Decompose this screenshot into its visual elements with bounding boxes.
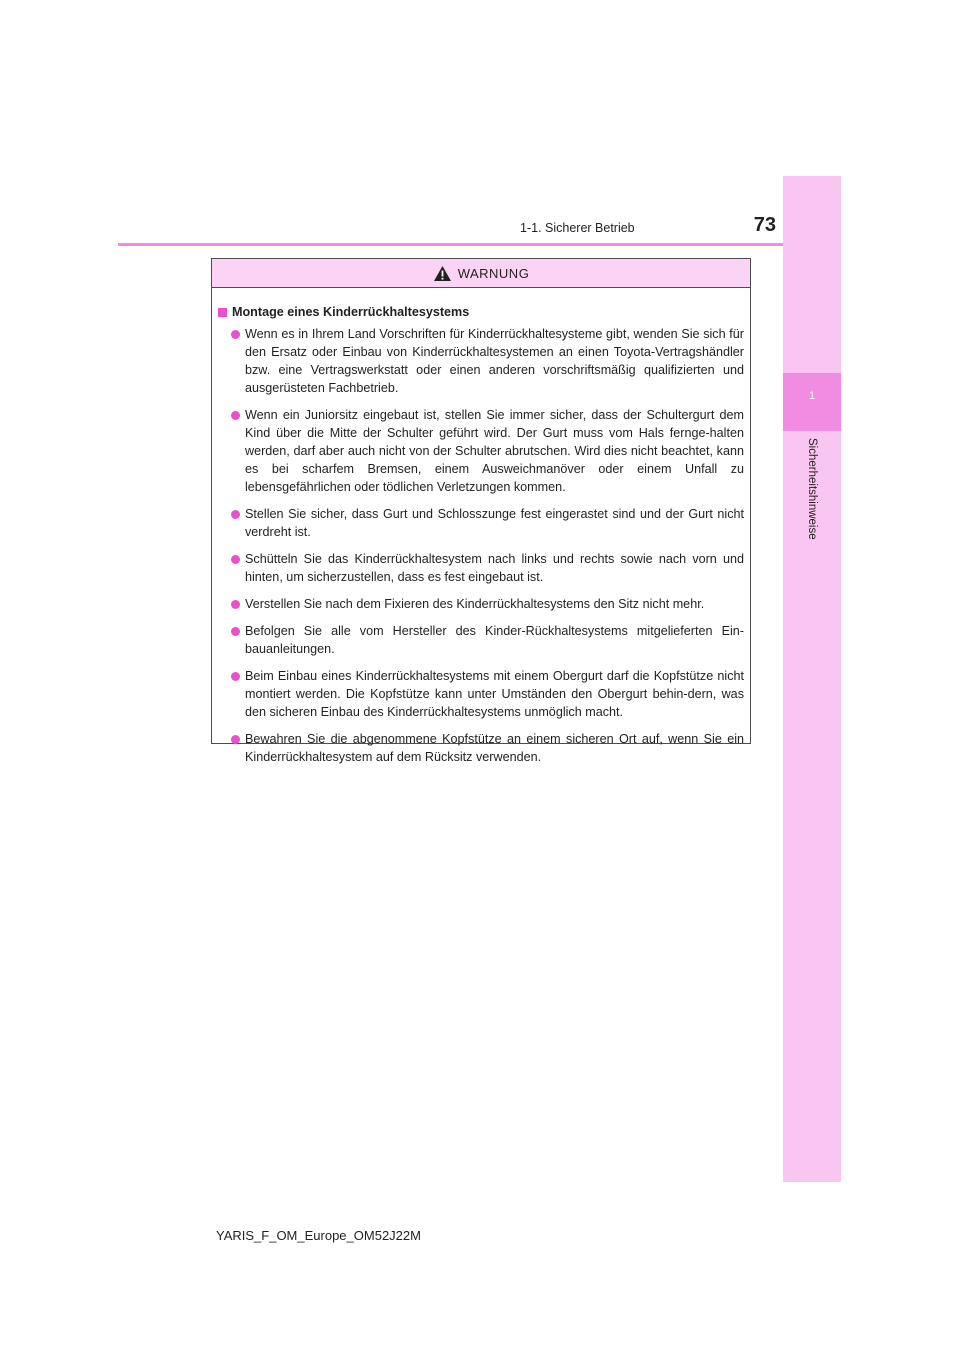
list-item: [218, 550, 744, 586]
list-item-text: Befolgen Sie alle vom Hersteller des Kinder-Rückhaltesystems mitgelieferten Ein-bauanleitungen.: [245, 624, 744, 656]
list-item: [218, 622, 744, 658]
warning-content: [212, 288, 750, 766]
bullet-icon: [231, 555, 240, 564]
bullet-icon: [231, 330, 240, 339]
list-item-text: Wenn es in Ihrem Land Vorschriften für Kinderrückhaltesysteme gibt, wenden Sie sich für den Ersatz oder Einbau von Kinderrückhaltesystemen an einen Toyota-Vertragshändler bzw. eine Vertragswerkstatt oder einen anderen vorschriftsmäßig qualifizierten und ausgerüsteten Fachbetrieb.: [245, 327, 744, 395]
list-item-text: Beim Einbau eines Kinderrückhaltesystems mit einem Obergurt darf die Kopfstütze nicht montiert werden. Die Kopfstütze kann unter Umständen den Obergurt behin-dern, was den sicheren Einbau des Kinderrückhaltesystems unmöglich macht.: [245, 669, 744, 719]
list-item-text: Bewahren Sie die abgenommene Kopfstütze an einem sicheren Ort auf, wenn Sie ein Kinderrückhaltesystem auf dem Rücksitz verwenden.: [245, 732, 744, 764]
list-item: [218, 406, 744, 496]
side-tab: [783, 176, 841, 1182]
warning-box: [211, 258, 751, 764]
list-item: [218, 667, 744, 721]
warning-title: WARNUNG: [457, 265, 530, 281]
bullet-icon: [231, 627, 240, 636]
list-item: [218, 730, 744, 766]
list-item-text: Stellen Sie sicher, dass Gurt und Schlosszunge fest eingerastet sind und der Gurt nicht verdreht ist.: [245, 507, 744, 539]
warning-triangle-icon: [433, 265, 452, 282]
bullet-icon: [231, 510, 240, 519]
header-rule: [118, 243, 783, 246]
warning-subheading: [218, 303, 744, 321]
page-number: 73: [753, 214, 776, 236]
list-item-text: Wenn ein Juniorsitz eingebaut ist, stellen Sie immer sicher, dass der Schultergurt dem Kind über die Mitte der Schulter geführt wird. Der Gurt muss vom Hals fernge-halten werden, darf aber auch nicht von der Schulter abrutschen. Wird dies nicht beachtet, kann es bei scharfem Bremsen, einem Ausweichmanöver oder einem Unfall zu lebensgefährlichen oder tödlichen Verletzungen kommen.: [245, 408, 744, 494]
list-item-text: Schütteln Sie das Kinderrückhaltesystem nach links und rechts sowie nach vorn und hinten, um sicherzustellen, dass es fest eingebaut ist.: [245, 552, 744, 584]
footer-document-code: YARIS_F_OM_Europe_OM52J22M: [216, 1228, 421, 1243]
bullet-icon: [231, 411, 240, 420]
bullet-icon: [231, 735, 240, 744]
list-item: [218, 505, 744, 541]
side-tab-active-chapter[interactable]: [783, 373, 841, 431]
section-title: 1-1. Sicherer Betrieb: [520, 221, 635, 235]
bullet-icon: [231, 600, 240, 609]
list-item: [218, 325, 744, 397]
chapter-title: Sicherheitshinweise: [806, 438, 818, 540]
warning-header: [212, 259, 750, 288]
bullet-icon: [231, 672, 240, 681]
chapter-number: 1: [808, 390, 816, 402]
list-item: [218, 595, 744, 613]
list-item-text: Verstellen Sie nach dem Fixieren des Kinderrückhaltesystems den Sitz nicht mehr.: [245, 597, 705, 611]
square-bullet-icon: [218, 308, 227, 317]
warning-subheading-text: Montage eines Kinderrückhaltesystems: [232, 305, 470, 319]
